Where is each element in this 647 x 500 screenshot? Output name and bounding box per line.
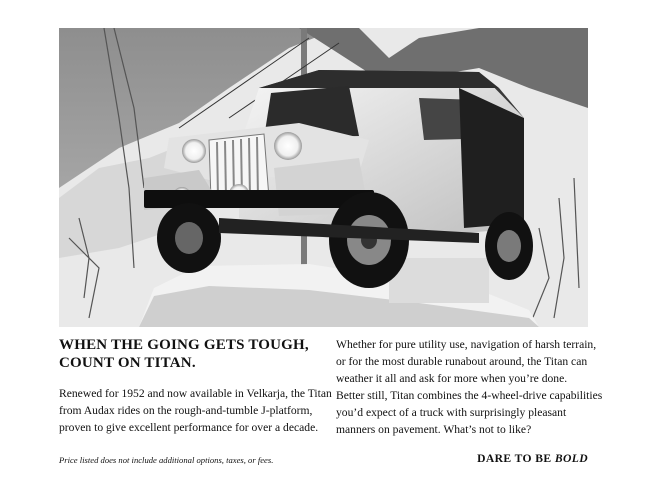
jeep-photo bbox=[59, 28, 588, 327]
paragraph-line: proven to give excellent performance for over a decade. bbox=[59, 421, 319, 434]
features-paragraph bbox=[336, 336, 603, 438]
tagline-prefix: DARE TO BE bbox=[477, 452, 555, 465]
paragraph-line: Whether for pure utility use, navigation of harsh terrain, bbox=[336, 338, 597, 351]
paragraph-line: you’d expect of a truck with surprisingly pleasant bbox=[336, 406, 567, 419]
tagline bbox=[477, 452, 588, 465]
headline-line: WHEN THE GOING GETS TOUGH, bbox=[59, 337, 309, 353]
intro-paragraph bbox=[59, 385, 332, 436]
headline bbox=[59, 336, 319, 372]
paragraph-line: weather it all and ask for more when you’re done. bbox=[336, 372, 568, 385]
paragraph-line: Renewed for 1952 and now available in Velkarja, the Titan bbox=[59, 387, 332, 400]
paragraph-line: manners on pavement. What’s not to like? bbox=[336, 423, 532, 436]
paragraph-line: Better still, Titan combines the 4-wheel-drive capabilities bbox=[336, 389, 603, 402]
paragraph-line: or for the most durable runabout around, the Titan can bbox=[336, 355, 588, 368]
tagline-emphasis: BOLD bbox=[554, 452, 588, 465]
paragraph-line: from Audax rides on the rough-and-tumble J-platform, bbox=[59, 404, 313, 417]
headline-line: COUNT ON TITAN. bbox=[59, 355, 196, 371]
price-disclaimer: Price listed does not include additional options, taxes, or fees. bbox=[59, 455, 274, 465]
